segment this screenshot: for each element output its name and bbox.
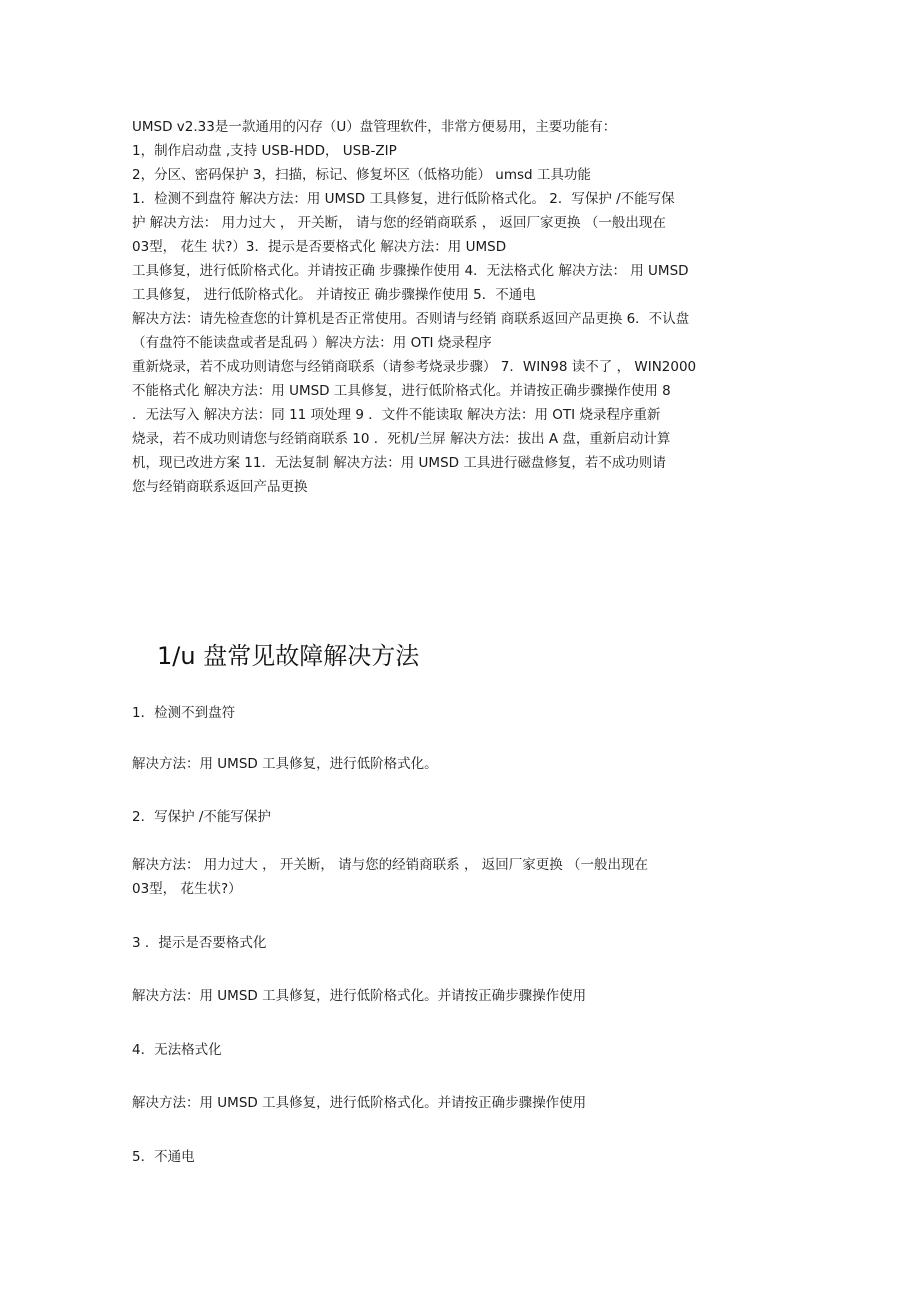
- fault-item-heading: 3 ．提示是否要格式化: [132, 935, 267, 951]
- fault-item-solution: 解决方法：用 UMSD 工具修复，进行低阶格式化。并请按正确步骤操作使用: [132, 988, 587, 1004]
- intro-line: 1．检测不到盘符 解决方法：用 UMSD 工具修复，进行低阶格式化。 2．写保护 /不能写保: [132, 191, 675, 207]
- intro-line: 解决方法：请先检查您的计算机是否正常使用。否则请与经销 商联系返回产品更换 6．不认盘: [132, 311, 690, 327]
- fault-item-heading: 1．检测不到盘符: [132, 705, 236, 721]
- intro-line: 1，制作启动盘 ,支持 USB-HDD， USB-ZIP: [132, 143, 397, 159]
- intro-line: 机，现已改进方案 11．无法复制 解决方法：用 UMSD 工具进行磁盘修复，若不成功则请: [132, 455, 666, 471]
- section-title: 1/u 盘常见故障解决方法: [157, 642, 420, 670]
- fault-item-heading: 5．不通电: [132, 1149, 195, 1165]
- intro-line: 不能格式化 解决方法：用 UMSD 工具修复，进行低阶格式化。并请按正确步骤操作使用 8: [132, 383, 671, 399]
- fault-item-heading: 4．无法格式化: [132, 1042, 222, 1058]
- fault-item-solution: 解决方法： 用力过大 ， 开关断， 请与您的经销商联系 ， 返回厂家更换 （一般出现在: [132, 857, 649, 873]
- intro-line: 重新烧录，若不成功则请您与经销商联系（请参考烧录步骤） 7．WIN98 读不了 ， WIN2000: [132, 359, 697, 375]
- intro-line: 您与经销商联系返回产品更换: [132, 479, 308, 495]
- fault-item-solution: 03型， 花生状?）: [132, 881, 242, 897]
- intro-line: 烧录，若不成功则请您与经销商联系 10 ．死机/兰屏 解决方法：拔出 A 盘，重新启动计算: [132, 431, 671, 447]
- intro-line: 03型， 花生 状?）3．提示是否要格式化 解决方法：用 UMSD: [132, 239, 507, 255]
- fault-item-solution: 解决方法：用 UMSD 工具修复，进行低阶格式化。并请按正确步骤操作使用: [132, 1095, 587, 1111]
- fault-item-solution: 解决方法：用 UMSD 工具修复，进行低阶格式化。: [132, 756, 438, 772]
- intro-line: 工具修复，进行低阶格式化。并请按正确 步骤操作使用 4．无法格式化 解决方法： 用 UMSD: [132, 263, 689, 279]
- fault-item-heading: 2．写保护 /不能写保护: [132, 809, 271, 825]
- intro-line: UMSD v2.33是一款通用的闪存（U）盘管理软件，非常方便易用，主要功能有：: [132, 119, 617, 135]
- intro-line: 护 解决方法： 用力过大 ， 开关断， 请与您的经销商联系 ， 返回厂家更换 （一般出现在: [132, 215, 666, 231]
- intro-line: （有盘符不能读盘或者是乱码 ）解决方法：用 OTI 烧录程序: [132, 335, 492, 351]
- intro-line: 2，分区、密码保护 3，扫描，标记、修复坏区（低格功能） umsd 工具功能: [132, 167, 591, 183]
- intro-line: ．无法写入 解决方法：同 11 项处理 9 ．文件不能读取 解决方法：用 OTI 烧录程序重新: [132, 407, 661, 423]
- intro-line: 工具修复， 进行低阶格式化。 并请按正 确步骤操作使用 5．不通电: [132, 287, 536, 303]
